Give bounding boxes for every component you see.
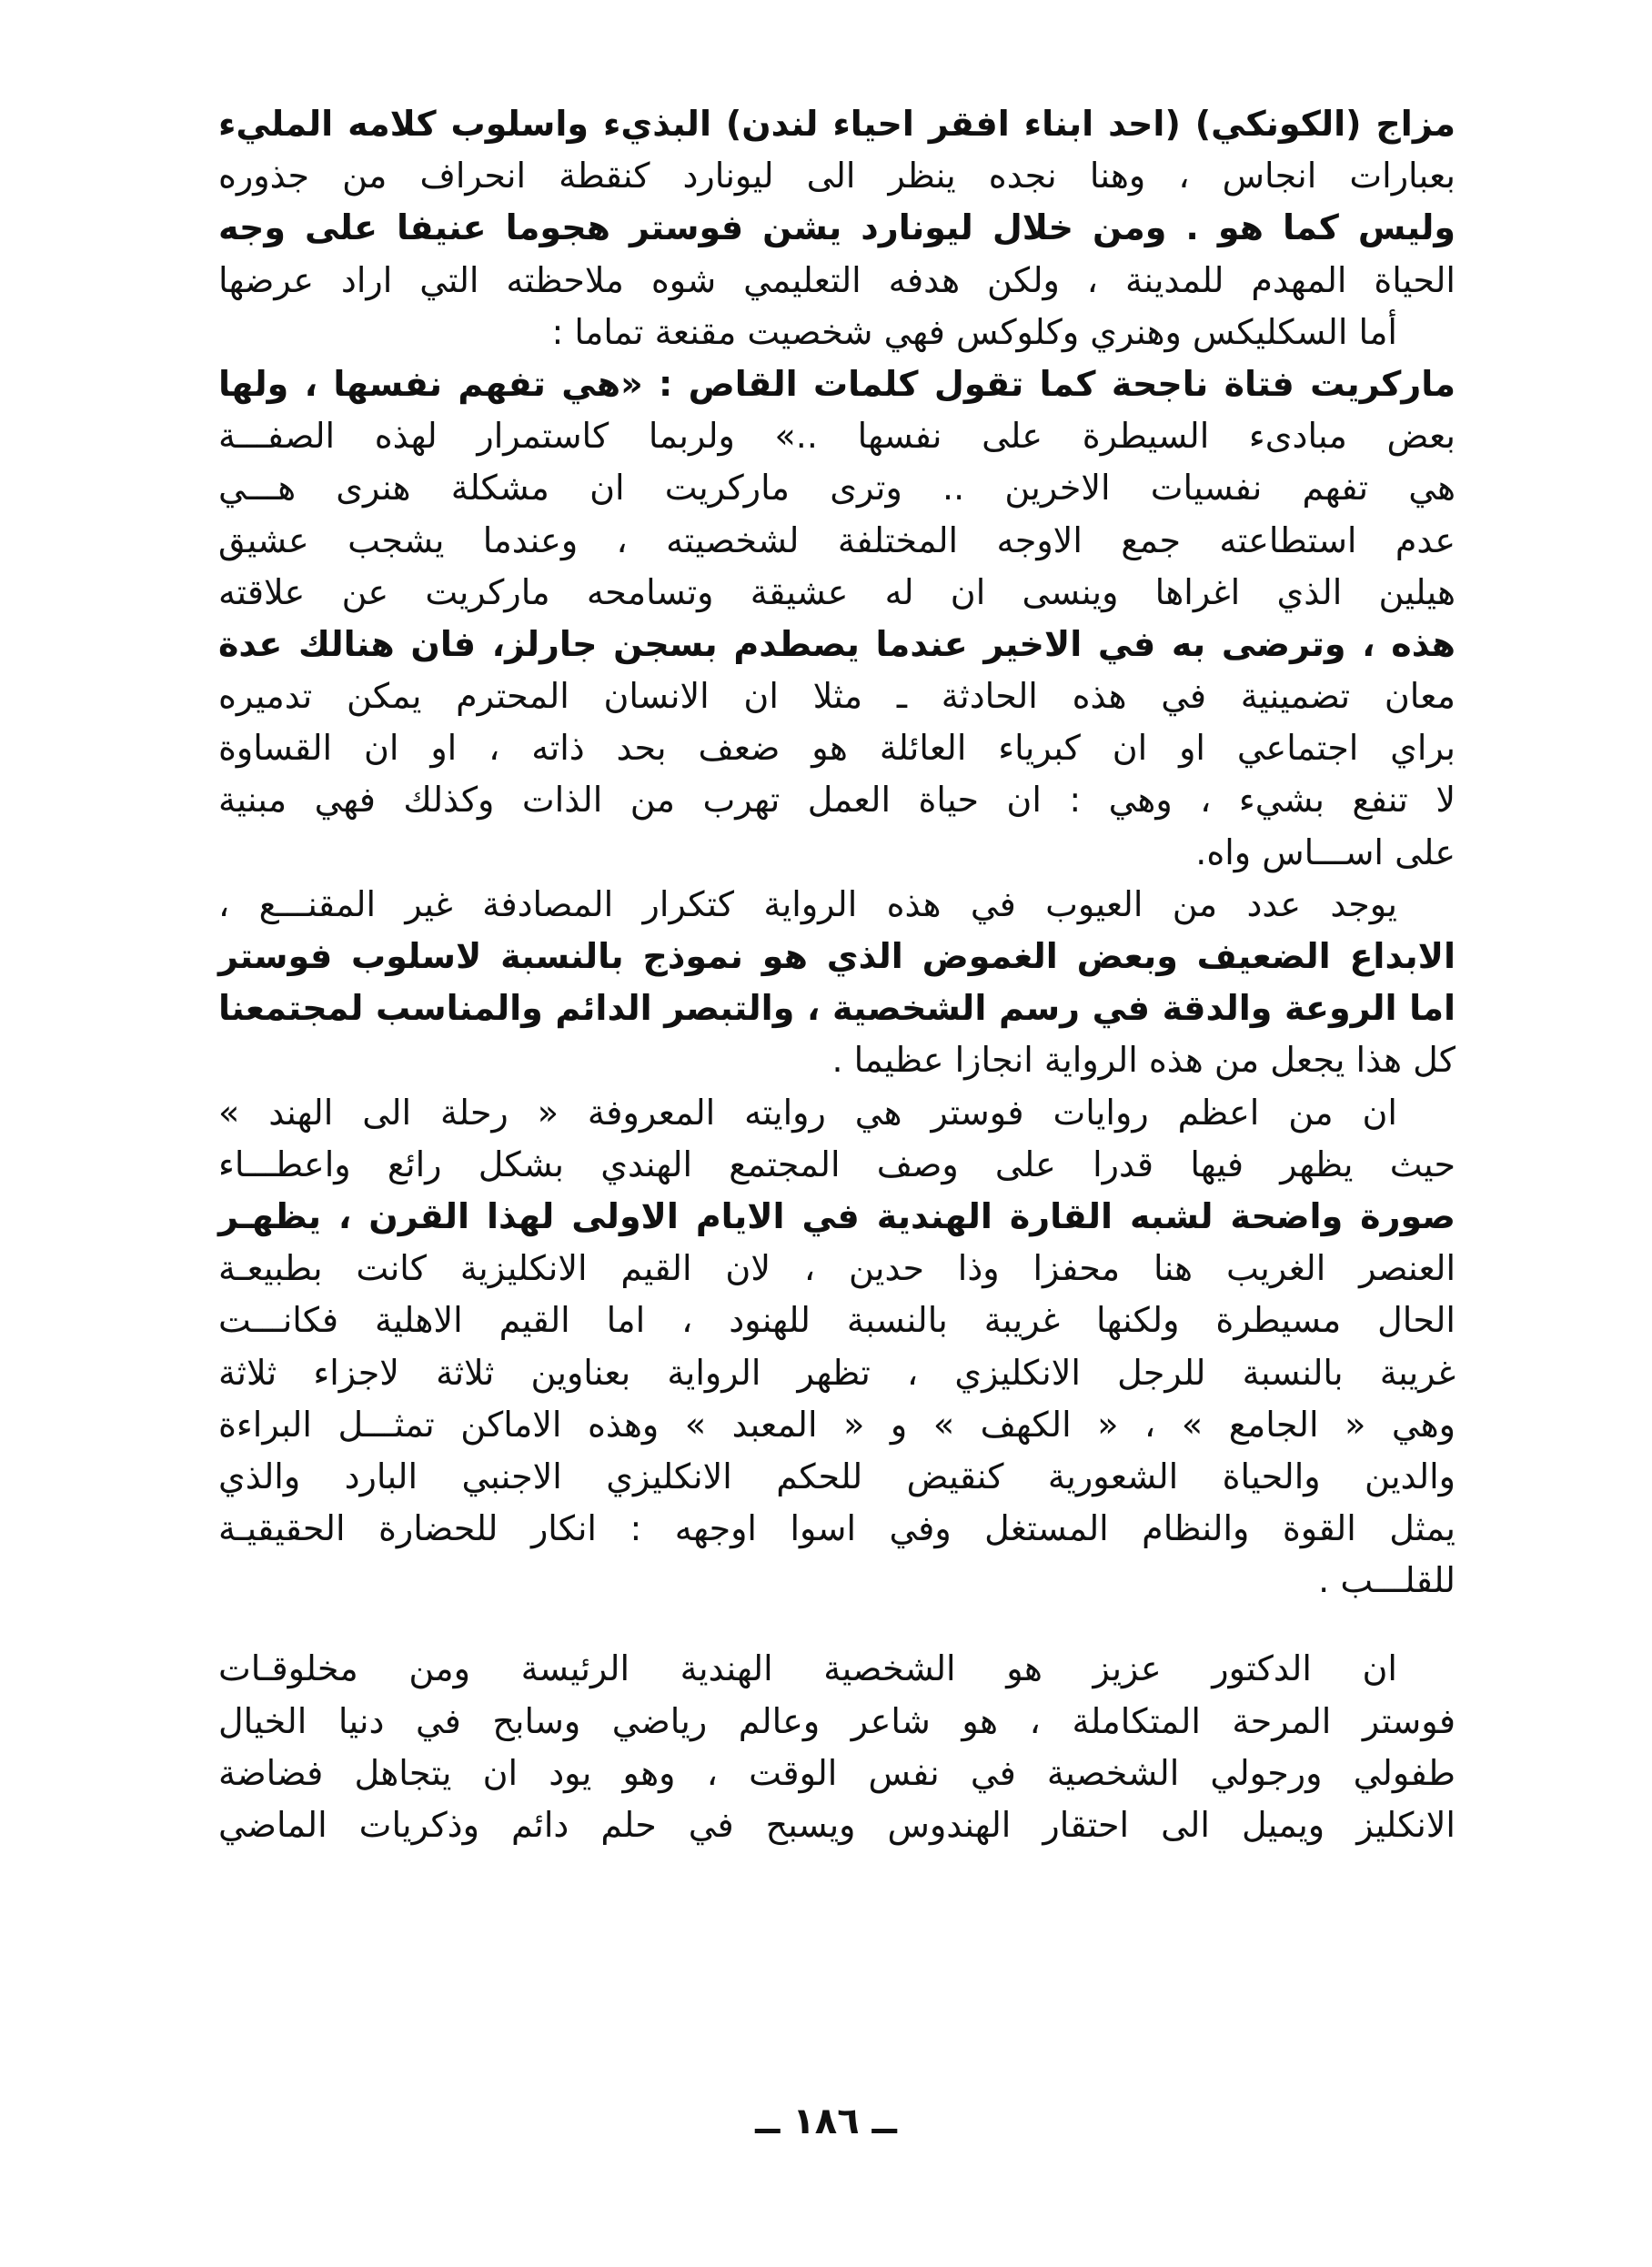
paragraph-gap bbox=[218, 1607, 1456, 1643]
text-line: الحياة المهدم للمدينة ، ولكن هدفه التعليمي شوه ملاحظته التي اراد عرضها bbox=[218, 259, 1456, 300]
text-line: بعض مبادىء السيطرة على نفسها ..» ولربما كاستمرار لهذه الصفـــة bbox=[218, 416, 1456, 457]
text-line: الحال مسيطرة ولكنها غريبة بالنسبة للهنود ، اما القيم الاهلية فكانـــت bbox=[218, 1300, 1456, 1341]
text-line: وهي « الجامع » ، « الكهف » و « المعبد » وهذه الاماكن تمثـــل البراءة bbox=[218, 1404, 1456, 1445]
text-line: براي اجتماعي او ان كبرياء العائلة هو ضعف بحد ذاته ، او ان القساوة bbox=[218, 728, 1456, 769]
text-line: غريبة بالنسبة للرجل الانكليزي ، تظهر الرواية بعناوين ثلاثة لاجزاء ثلاثة bbox=[218, 1352, 1456, 1393]
text-line: على اســـاس واه. bbox=[1195, 831, 1456, 872]
text-line: مزاج (الكونكي) (احد ابناء افقر احياء لندن) البذيء واسلوب كلامه المليء bbox=[218, 104, 1456, 144]
text-line: اما الروعة والدقة في رسم الشخصية ، والتبصر الدائم والمناسب لمجتمعنا bbox=[218, 988, 1456, 1029]
text-line: فوستر المرحة المتكاملة ، هو شاعر وعالم رياضي وسابح في دنيا الخيال bbox=[218, 1700, 1456, 1741]
page-number: ــ ١٨٦ ــ bbox=[755, 2101, 897, 2142]
text-line: ان من اعظم روايات فوستر هي روايته المعروفة « رحلة الى الهند » bbox=[218, 1092, 1397, 1133]
text-line: معان تضمينية في هذه الحادثة ـ مثلا ان الانسان المحترم يمكن تدميره bbox=[218, 676, 1456, 717]
text-line: الانكليز ويميل الى احتقار الهندوس ويسبح في حلم دائم وذكريات الماضي bbox=[218, 1805, 1456, 1845]
text-line: صورة واضحة لشبه القارة الهندية في الايام الاولى لهذا القرن ، يظهـر bbox=[218, 1195, 1456, 1236]
text-line: وليس كما هو . ومن خلال ليونارد يشن فوستر هجوما عنيفا على وجه bbox=[218, 207, 1456, 248]
text-line: لا تنفع بشيء ، وهي : ان حياة العمل تهرب من الذات وكذلك فهي مبنية bbox=[218, 780, 1456, 821]
paragraph-3 bbox=[218, 879, 1456, 1087]
paragraph-1 bbox=[218, 98, 1456, 307]
text-line: كل هذا يجعل من هذه الرواية انجازا عظيما . bbox=[831, 1040, 1456, 1081]
text-line: هي تفهم نفسيات الاخرين .. وترى ماركريت ان مشكلة هنرى هـــي bbox=[218, 468, 1456, 509]
text-line: يوجد عدد من العيوب في هذه الرواية كتكرار المصادفة غير المقنـــع ، bbox=[218, 883, 1397, 924]
text-line: الابداع الضعيف وبعض الغموض الذي هو نموذج بالنسبة لاسلوب فوستر bbox=[218, 936, 1456, 976]
text-line: هذه ، وترضى به في الاخير عندما يصطدم بسجن جارلز، فان هنالك عدة bbox=[218, 623, 1456, 664]
text-line: العنصر الغريب هنا محفزا وذا حدين ، لان القيم الانكليزية كانت بطبيعـة bbox=[218, 1248, 1456, 1289]
text-line: للقلـــب . bbox=[1318, 1560, 1456, 1601]
text-line: عدم استطاعته جمع الاوجه المختلفة لشخصيته ، وعندما يشجب عشيق bbox=[218, 519, 1456, 560]
text-line: حيث يظهر فيها قدرا على وصف المجتمع الهندي بشكل رائع واعطـــاء bbox=[218, 1144, 1456, 1184]
text-line: أما السكليكس وهنري وكلوكس فهي شخصيت مقنعة تماما : bbox=[551, 311, 1397, 352]
text-line: بعبارات انجاس ، وهنا نجده ينظر الى ليونارد كنقطة انحراف من جذوره bbox=[218, 156, 1456, 196]
text-line: يمثل القوة والنظام المستغل وفي اسوا اوجهه : انكار للحضارة الحقيقيـة bbox=[218, 1508, 1456, 1549]
body-text bbox=[218, 98, 1456, 1851]
paragraph-2 bbox=[218, 307, 1456, 879]
text-line: هيلين الذي اغراها وينسى ان له عشيقة وتسامحه ماركريت عن علاقته bbox=[218, 571, 1456, 612]
text-line: ماركريت فتاة ناجحة كما تقول كلمات القاص : «هي تفهم نفسها ، ولها bbox=[218, 363, 1456, 404]
text-line: ان الدكتور عزيز هو الشخصية الهندية الرئيسة ومن مخلوقـات bbox=[218, 1648, 1397, 1689]
paragraph-5 bbox=[218, 1643, 1456, 1851]
text-line: طفولي ورجولي الشخصية في نفس الوقت ، وهو يود ان يتجاهل فضاضة bbox=[218, 1752, 1456, 1793]
text-line: والدين والحياة الشعورية كنقيض للحكم الانكليزي الاجنبي البارد والذي bbox=[218, 1456, 1456, 1496]
paragraph-4 bbox=[218, 1087, 1456, 1607]
